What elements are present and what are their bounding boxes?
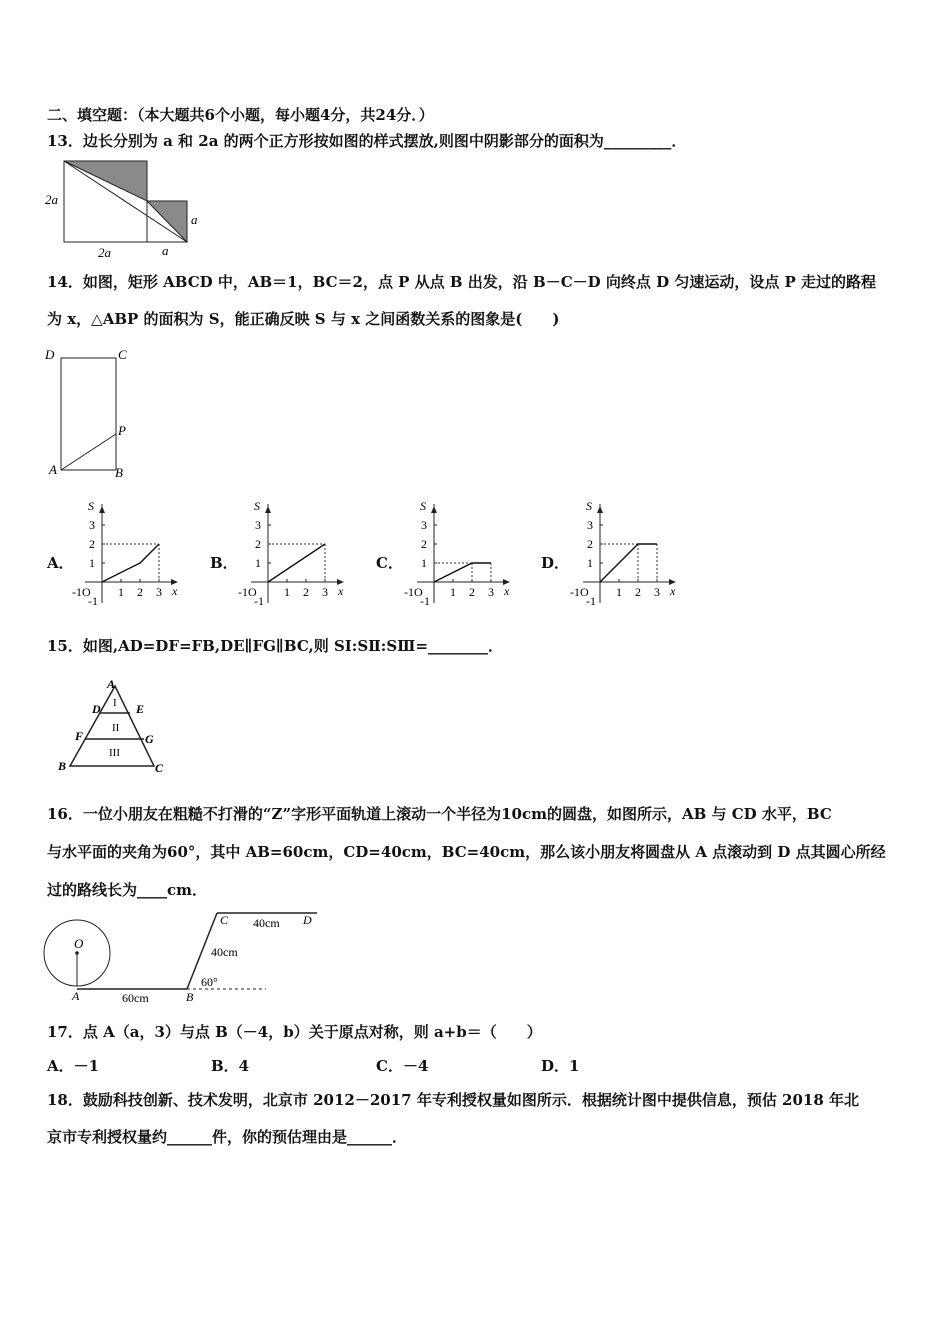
tick-label-y1: 1 xyxy=(255,556,261,570)
question-16-line1: 16．一位小朋友在粗糙不打滑的“Z”字形平面轨道上滚动一个半径为10cm的圆盘，如图所示，AB 与 CD 水平，BC xyxy=(47,805,832,823)
tick-label-x1: 1 xyxy=(450,585,456,599)
tick-label-x3: 3 xyxy=(322,585,328,599)
tick-label-y-minus1: -1 xyxy=(254,594,264,608)
q13-shaded-triangle-large xyxy=(64,161,147,201)
origin-label: -1O xyxy=(238,585,257,599)
tick-label-y3: 3 xyxy=(89,518,95,532)
q17-option-a[interactable]: A．－1 xyxy=(47,1057,100,1075)
q16-label-o: O xyxy=(74,936,84,951)
tick-label-x1: 1 xyxy=(118,585,124,599)
q13-label-right: a xyxy=(191,212,198,227)
q15-region-iii: III xyxy=(109,747,120,759)
q14-label-a: A xyxy=(49,462,57,477)
function-line xyxy=(600,544,657,582)
axis-label-x: x xyxy=(172,584,178,598)
function-line xyxy=(268,544,325,582)
y-axis-arrow xyxy=(431,506,437,513)
axis-label-x: x xyxy=(504,584,510,598)
y-axis-arrow xyxy=(597,506,603,513)
q15-label-d: D xyxy=(92,702,101,716)
origin-label: -1O xyxy=(570,585,589,599)
q15-region-ii: II xyxy=(112,722,120,734)
axis-label-x: x xyxy=(338,584,344,598)
q16-label-c: C xyxy=(220,913,229,927)
tick-label-y-minus1: -1 xyxy=(420,594,430,608)
tick-label-y2: 2 xyxy=(89,537,95,551)
tick-label-x3: 3 xyxy=(654,585,660,599)
section-heading: 二、填空题：（本大题共6个小题，每小题4分，共24分．） xyxy=(47,106,434,124)
q14-label-p: P xyxy=(118,423,126,438)
q14-rect xyxy=(61,358,116,470)
tick-label-y2: 2 xyxy=(421,537,427,551)
tick-label-y3: 3 xyxy=(587,518,593,532)
axis-label-x: x xyxy=(670,584,676,598)
q14-rectangle-figure xyxy=(40,343,140,483)
y-axis-arrow xyxy=(99,506,105,513)
origin-label: -1O xyxy=(404,585,423,599)
q16-label-a: A xyxy=(72,989,80,1003)
tick-label-y1: 1 xyxy=(89,556,95,570)
q16-label-b: B xyxy=(186,990,194,1004)
q13-label-left: 2a xyxy=(45,192,58,207)
y-axis-arrow xyxy=(265,506,271,513)
q14-graph-b xyxy=(236,494,356,614)
q16-label-cd-length: 40cm xyxy=(253,916,280,930)
tick-label-x3: 3 xyxy=(156,585,162,599)
question-13-text: 13．边长分别为 a 和 2a 的两个正方形按如图的样式摆放,则图中阴影部分的面积为_________． xyxy=(47,132,687,150)
q15-label-c: C xyxy=(155,761,164,775)
q16-label-bc-length: 40cm xyxy=(211,945,238,959)
tick-label-y2: 2 xyxy=(587,537,593,551)
tick-label-x2: 2 xyxy=(469,585,475,599)
q14-graph-c xyxy=(402,494,522,614)
function-line xyxy=(434,563,491,582)
q14-option-c-label[interactable]: C． xyxy=(376,554,403,572)
q14-label-d: D xyxy=(45,347,55,362)
q15-label-g: G xyxy=(145,732,154,746)
origin-label: -1O xyxy=(72,585,91,599)
q15-region-i: I xyxy=(113,697,117,709)
tick-label-x3: 3 xyxy=(488,585,494,599)
question-15-text: 15．如图,AD=DF=FB,DE∥FG∥BC,则 SⅠ:SⅡ:SⅢ=________． xyxy=(47,637,504,655)
q14-option-b-label[interactable]: B． xyxy=(210,554,238,572)
tick-label-y-minus1: -1 xyxy=(586,594,596,608)
axis-label-s: S xyxy=(420,499,426,513)
q17-option-b[interactable]: B．4 xyxy=(211,1057,250,1075)
q15-triangle-figure xyxy=(52,678,177,778)
q14-option-a-label[interactable]: A． xyxy=(47,554,74,572)
question-16-line2: 与水平面的夹角为60°，其中 AB=60cm，CD=40cm，BC=40cm，那么该小朋友将圆盘从 A 点滚动到 D 点其圆心所经 xyxy=(47,843,886,861)
tick-label-y1: 1 xyxy=(421,556,427,570)
q13-squares-figure xyxy=(40,152,220,262)
axis-label-s: S xyxy=(586,499,592,513)
tick-label-y1: 1 xyxy=(587,556,593,570)
axis-label-s: S xyxy=(88,499,94,513)
q17-option-d[interactable]: D．1 xyxy=(541,1057,580,1075)
tick-label-y2: 2 xyxy=(255,537,261,551)
tick-label-x2: 2 xyxy=(635,585,641,599)
tick-label-x1: 1 xyxy=(616,585,622,599)
q13-label-bottom-small: a xyxy=(162,243,169,258)
function-line xyxy=(102,544,159,582)
question-18-line1: 18．鼓励科技创新、技术发明，北京市 2012－2017 年专利授权量如图所示．根据统计图中提供信息，预估 2018 年北 xyxy=(47,1091,860,1109)
tick-label-y3: 3 xyxy=(421,518,427,532)
q16-track-figure xyxy=(40,906,325,1006)
q14-label-c: C xyxy=(118,347,127,362)
q15-label-e: E xyxy=(136,702,145,716)
tick-label-x2: 2 xyxy=(303,585,309,599)
tick-label-y-minus1: -1 xyxy=(88,594,98,608)
q15-label-b: B xyxy=(58,759,67,773)
axis-label-s: S xyxy=(254,499,260,513)
q17-option-c[interactable]: C．－4 xyxy=(376,1057,429,1075)
q16-label-angle: 60° xyxy=(201,975,218,989)
q14-graph-a xyxy=(70,494,190,614)
question-18-line2: 京市专利授权量约______件，你的预估理由是______． xyxy=(47,1128,408,1146)
q15-label-a: A xyxy=(107,678,116,691)
tick-label-x2: 2 xyxy=(137,585,143,599)
q14-segment-ap xyxy=(61,434,116,470)
q13-shaded-triangle-small xyxy=(147,201,187,242)
question-14-line1: 14．如图，矩形 ABCD 中，AB＝1，BC＝2，点 P 从点 B 出发，沿 B－C－D 向终点 D 匀速运动，设点 P 走过的路程 xyxy=(47,273,877,291)
q15-label-f: F xyxy=(75,729,84,743)
q14-option-d-label[interactable]: D． xyxy=(541,554,570,572)
q13-label-bottom-big: 2a xyxy=(98,245,111,260)
q16-label-ab-length: 60cm xyxy=(122,991,149,1005)
tick-label-y3: 3 xyxy=(255,518,261,532)
q14-graph-d xyxy=(568,494,688,614)
q16-label-d: D xyxy=(303,913,312,927)
question-16-line3: 过的路线长为____cm． xyxy=(47,881,208,899)
question-14-line2: 为 x，△ABP 的面积为 S，能正确反映 S 与 x 之间函数关系的图象是( ) xyxy=(47,310,560,328)
tick-label-x1: 1 xyxy=(284,585,290,599)
q14-label-b: B xyxy=(115,465,123,480)
question-17-text: 17．点 A（a，3）与点 B（－4，b）关于原点对称，则 a+b＝（ ） xyxy=(47,1023,542,1041)
